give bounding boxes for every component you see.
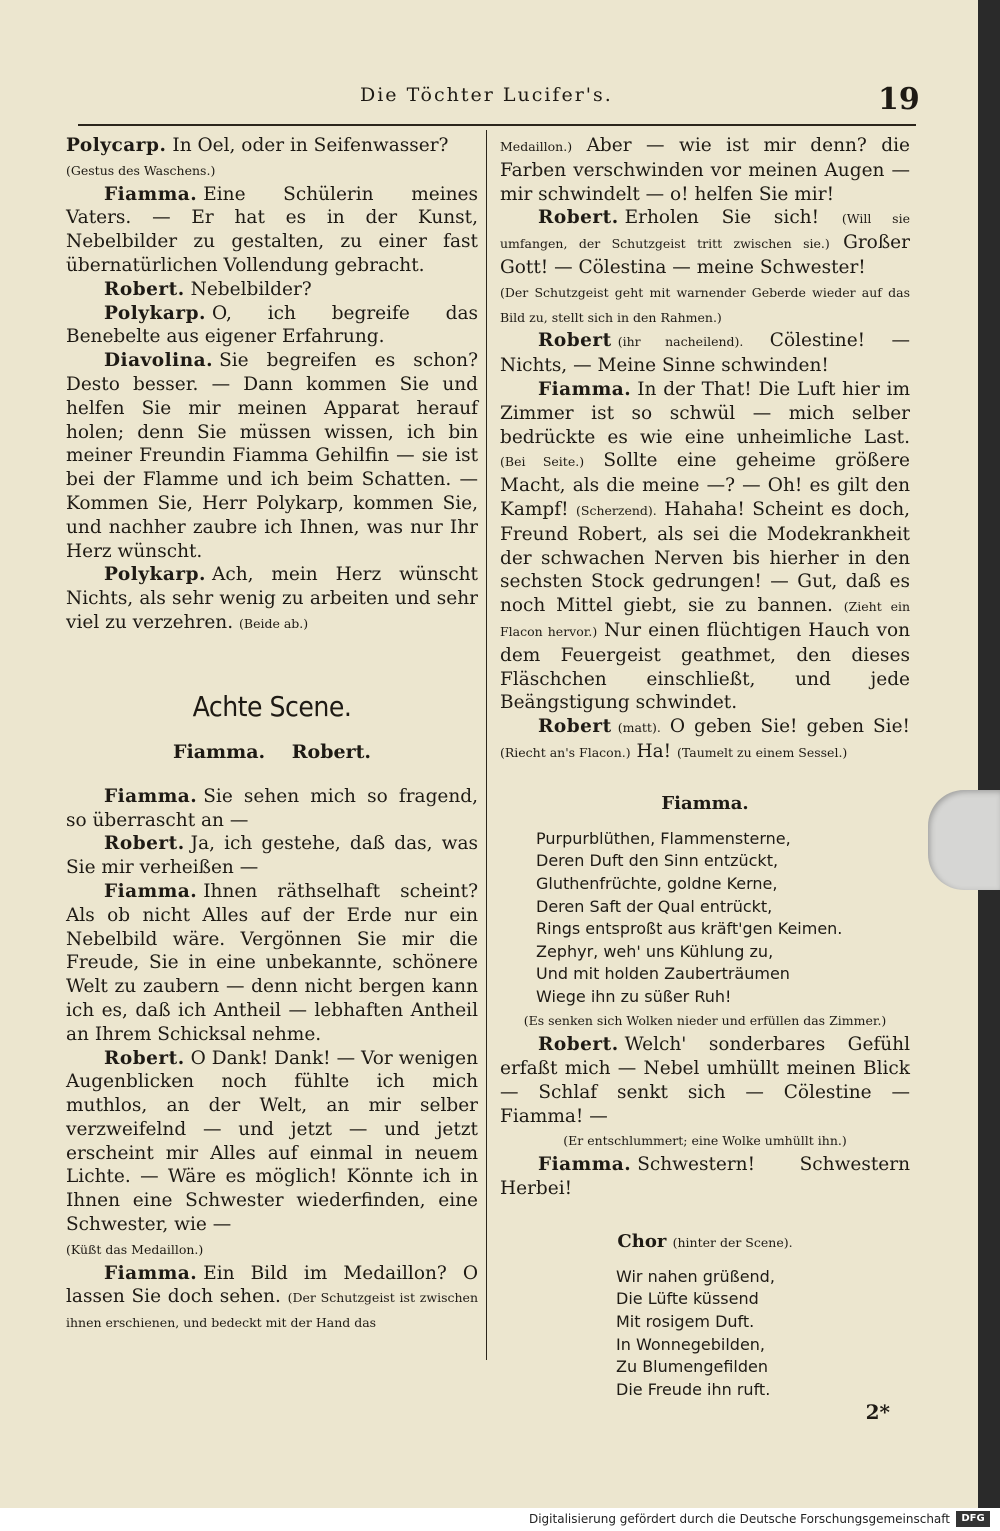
signature-mark: 2* xyxy=(865,1400,890,1425)
paragraph xyxy=(500,1153,910,1201)
dialogue-text: Sollte eine geheime größere Macht, als die meine —? — Oh! es gilt den Kampf! xyxy=(500,450,910,520)
stage-direction: (Zieht ein Flacon hervor.) xyxy=(500,599,911,639)
paragraph xyxy=(66,302,478,350)
header-rule xyxy=(78,124,916,126)
stage-direction: (ihr nacheilend). xyxy=(617,334,744,350)
dialogue-text: Großer Gott! — Cölestina — meine Schwester! xyxy=(500,232,910,278)
dialogue-text: Ha! xyxy=(636,740,672,762)
speaker-name: Fiamma. xyxy=(104,1262,198,1284)
stage-direction: (Der Schutzgeist ist zwischen ihnen erschienen, und bedeckt mit der Hand das xyxy=(66,1290,478,1331)
dialogue-text: Sie begreifen es schon? Desto besser. — Dann kommen Sie und helfen Sie mir meinen Apparat herauf holen; denn Sie müssen wissen, ich bin meiner Freundin Fiamma Gehilfin — sie ist bei der Flamme und ich beim Schatten. — Kommen Sie, Herr Polykarp, kommen Sie, und nachher zaubre ich Ihnen, was nur Ihr Herz wünscht. xyxy=(66,350,478,562)
song-title xyxy=(500,1231,910,1252)
stage-direction: (Will sie umfangen, der Schutzgeist tritt zwischen sie.) xyxy=(500,211,910,252)
paragraph xyxy=(66,134,478,183)
dialogue-text: Ein Bild im Medaillon? O lassen Sie doch sehen. xyxy=(66,1262,478,1308)
paragraph xyxy=(66,832,478,880)
stage-direction: (Scherzend). xyxy=(576,502,657,518)
paragraph xyxy=(500,329,910,378)
speaker-name: Polykarp. xyxy=(104,564,206,586)
page-edge xyxy=(978,0,1000,1508)
stage-direction: (Der Schutzgeist geht mit warnender Geberde wieder auf das Bild zu, stellt sich in den Rahmen.) xyxy=(500,284,910,325)
dialogue-text: O, ich begreife das Benebelte aus eigener Erfahrung. xyxy=(66,302,478,348)
dfg-logo: DFG xyxy=(956,1511,990,1527)
dialogue-text: Eine Schülerin meines Vaters. — Er hat es in der Kunst, Nebelbilder zu gestalten, zu einer fast übernatürlichen Vollendung gebracht. xyxy=(66,183,478,276)
paragraph xyxy=(66,880,478,1047)
verse xyxy=(500,1266,910,1402)
paragraph xyxy=(66,183,478,278)
verse-line: In Wonnegebilden, xyxy=(616,1334,766,1354)
speaker-name: Robert xyxy=(538,716,612,738)
dialogue-text: Nebelbilder? xyxy=(190,278,312,300)
speaker-name: Robert. xyxy=(538,207,619,229)
dialogue-text: O Dank! Dank! — Vor wenigen Augenblicken noch fühlte ich mich muthlos, an der Welt, an mir selber verzweifelnd — und jetzt — und jetzt erscheint mir Alles auf einmal in neuem Lichte. — Wäre es möglich! Könnte ich in Ihnen eine Schwester wiederfinden, eine Schwester, wie — xyxy=(66,1047,478,1236)
stage-direction-line xyxy=(500,1128,910,1153)
verse-line: Die Lüfte küssend xyxy=(616,1289,759,1309)
verse-line: Wir nahen grüßend, xyxy=(616,1266,775,1286)
stage-direction: (Beide ab.) xyxy=(239,615,309,631)
speaker-name: Robert. xyxy=(104,278,185,300)
page-number: 19 xyxy=(878,82,920,117)
paragraph xyxy=(500,715,910,765)
left-column xyxy=(66,134,478,1335)
verse-line: Mit rosigem Duft. xyxy=(616,1312,755,1332)
speaker-name: Robert xyxy=(538,330,612,352)
stage-direction: (Es senken sich Wolken nieder und erfüllen das Zimmer.) xyxy=(523,1013,887,1029)
paragraph xyxy=(500,1033,910,1128)
dialogue-text: Hahaha! Scheint es doch, Freund Robert, als sei die Modekrankheit der schwachen Nerven bis hierher in den sechsten Stock gedrungen! — Gut, daß es noch Mittel giebt, sie zu bannen. xyxy=(500,498,910,617)
paragraph xyxy=(66,1047,478,1262)
paragraph xyxy=(66,1262,478,1335)
verse-line: Purpurblüthen, Flammensterne, xyxy=(536,828,791,848)
paragraph xyxy=(66,278,478,302)
speaker-name: Polykarp. xyxy=(104,302,206,324)
dialogue-text: O geben Sie! geben Sie! xyxy=(669,716,910,738)
speaker-name: Robert. xyxy=(104,1047,185,1069)
dialogue-text: Cölestine! — Nichts, — Meine Sinne schwinden! xyxy=(500,330,911,377)
stage-direction-line xyxy=(500,1008,910,1033)
dialogue-text: Erholen Sie sich! xyxy=(624,207,820,229)
scene-cast: Fiamma. Robert. xyxy=(172,740,371,763)
dialogue-text: Welch' sonderbares Gefühl erfaßt mich — Nebel umhüllt meinen Blick — Schlaf senkt sich — Cölestine — Fiamma! — xyxy=(500,1034,910,1127)
verse-line: Die Freude ihn ruft. xyxy=(616,1379,771,1399)
stage-direction: (Gestus des Waschens.) xyxy=(66,162,216,178)
song-title-name: Chor xyxy=(617,1230,667,1252)
dialogue-text: Ihnen räthselhaft scheint? Als ob nicht Alles auf der Erde nur ein Nebelbild wäre. Vergönnen Sie mir die Freude, Sie in eine unbekannte, schönere Welt zu zaubern — denn nicht bergen kann ich es, daß ich Antheil — lebhaften Antheil an Ihrem Schicksal nehme. xyxy=(66,880,478,1045)
paragraph xyxy=(66,349,478,563)
paragraph xyxy=(500,378,910,715)
dialogue-text: Schwestern! Schwestern Herbei! xyxy=(500,1154,910,1200)
page-tab xyxy=(928,790,1000,890)
verse-line: Zu Blumengefilden xyxy=(616,1357,768,1377)
verse-line: Rings entsproßt aus kräft'gen Keimen. xyxy=(536,919,843,939)
running-title: Die Töchter Lucifer's. xyxy=(360,84,613,106)
speaker-name: Robert. xyxy=(104,833,185,855)
speaker-name: Polycarp. xyxy=(66,135,167,156)
stage-direction: (Bei Seite.) xyxy=(500,454,585,470)
stage-direction: (Er entschlummert; eine Wolke umhüllt ihn.) xyxy=(563,1133,847,1149)
paragraph xyxy=(500,134,910,206)
speaker-name: Fiamma. xyxy=(538,378,632,400)
verse-line: Gluthenfrüchte, goldne Kerne, xyxy=(536,873,778,893)
verse-line: Deren Duft den Sinn entzückt, xyxy=(536,851,779,871)
verse-line: Wiege ihn zu süßer Ruh! xyxy=(536,986,732,1006)
stage-direction: (Taumelt zu einem Sessel.) xyxy=(677,744,848,760)
dialogue-text: Ach, mein Herz wünscht Nichts, als sehr wenig zu arbeiten und sehr viel zu verzehren. xyxy=(66,564,478,633)
speaker-name: Fiamma. xyxy=(538,1154,632,1176)
paragraph xyxy=(500,206,910,329)
paragraph xyxy=(66,785,478,833)
stage-direction: (hinter der Scene). xyxy=(672,1234,793,1250)
dialogue-text: In der That! Die Luft hier im Zimmer ist so schwül — mich selber bedrückte es wie eine unheimliche Last. xyxy=(500,378,910,448)
verse-line: Zephyr, weh' uns Kühlung zu, xyxy=(536,941,774,961)
dialogue-text: Ja, ich gestehe, daß das, was Sie mir verheißen — xyxy=(66,833,478,879)
dialogue-text: Aber — wie ist mir denn? die Farben verschwinden vor meinen Augen — mir schwindelt — o! helfen Sie mir! xyxy=(500,135,910,205)
dialogue-text: Nur einen flüchtigen Hauch von dem Feuergeist geathmet, den dieses Fläschchen einschließt, und jede Beängstigung schwindet. xyxy=(500,619,910,714)
speaker-name: Fiamma. xyxy=(104,785,198,807)
scene-title: Achte Scene. xyxy=(192,689,352,723)
right-column xyxy=(500,134,910,1425)
speaker-name: Robert. xyxy=(538,1034,619,1056)
verse xyxy=(500,828,910,1009)
verse-line: Und mit holden Zauberträumen xyxy=(536,964,790,984)
footer-bar xyxy=(0,1508,1000,1531)
dialogue-text: Sie sehen mich so fragend, so überrascht an — xyxy=(66,785,478,831)
verse-line: Deren Saft der Qual entrückt, xyxy=(536,896,773,916)
stage-direction: (Küßt das Medaillon.) xyxy=(66,1241,204,1257)
paragraph xyxy=(66,563,478,635)
stage-direction: (Riecht an's Flacon.) xyxy=(500,744,631,760)
stage-direction: (matt). xyxy=(617,720,661,736)
column-divider xyxy=(486,130,487,1360)
stage-direction: Medaillon.) xyxy=(500,139,573,154)
footer-credit: Digitalisierung gefördert durch die Deutsche Forschungsgemeinschaft xyxy=(528,1512,950,1526)
speaker-name: Fiamma. xyxy=(104,183,198,205)
speaker-name: Fiamma. xyxy=(104,880,198,902)
dialogue-text: In Oel, oder in Seifenwasser? xyxy=(172,135,449,156)
speaker-name: Diavolina. xyxy=(104,350,214,372)
song-title: Fiamma. xyxy=(661,792,749,814)
